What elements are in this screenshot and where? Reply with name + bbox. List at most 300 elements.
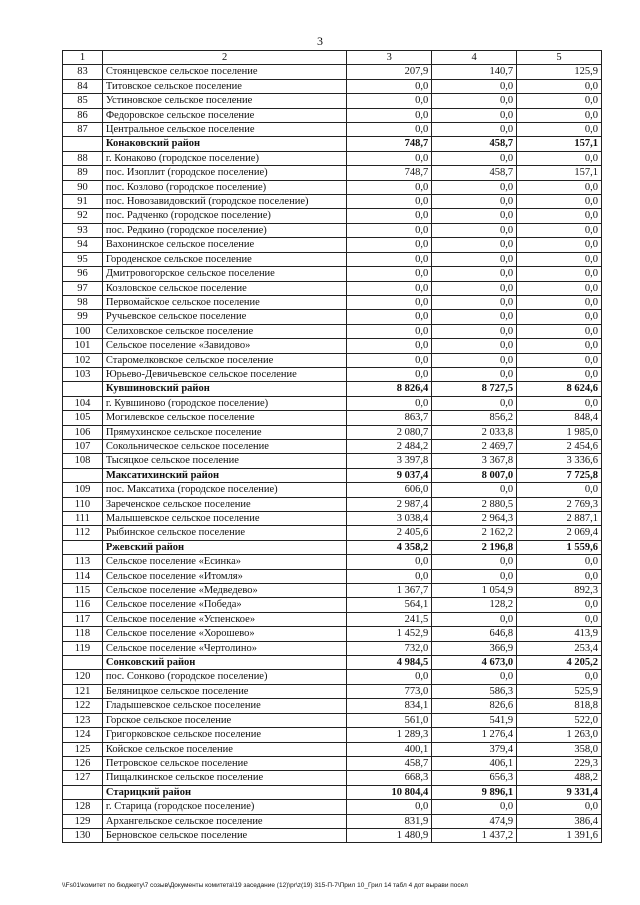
row-name: г. Конаково (городское поселение)	[102, 151, 346, 165]
row-value-col3: 1 452,9	[347, 627, 432, 641]
row-value-col3: 1 480,9	[347, 828, 432, 842]
row-number: 94	[63, 238, 103, 252]
row-number: 124	[63, 728, 103, 742]
row-value-col3: 831,9	[347, 814, 432, 828]
row-value-col4: 474,9	[432, 814, 517, 828]
row-number: 110	[63, 497, 103, 511]
row-number: 93	[63, 223, 103, 237]
row-name: Тысяцкое сельское поселение	[102, 454, 346, 468]
row-value-col3: 564,1	[347, 598, 432, 612]
table-row	[63, 771, 602, 785]
row-value-col5: 0,0	[517, 569, 602, 583]
row-value-col3: 773,0	[347, 684, 432, 698]
row-value-col3: 0,0	[347, 353, 432, 367]
row-value-col4: 0,0	[432, 108, 517, 122]
row-value-col4: 2 964,3	[432, 512, 517, 526]
row-name: Сельское поселение «Медведево»	[102, 584, 346, 598]
row-value-col5: 413,9	[517, 627, 602, 641]
row-number: 103	[63, 367, 103, 381]
row-value-col4: 0,0	[432, 123, 517, 137]
row-value-col4: 0,0	[432, 267, 517, 281]
table-row	[63, 439, 602, 453]
row-name: Горское сельское поселение	[102, 713, 346, 727]
row-number: 123	[63, 713, 103, 727]
row-name: Кувшиновский район	[102, 382, 346, 396]
row-value-col3: 0,0	[347, 367, 432, 381]
row-value-col4: 2 880,5	[432, 497, 517, 511]
row-value-col3: 2 080,7	[347, 425, 432, 439]
row-value-col3: 0,0	[347, 800, 432, 814]
row-value-col3: 1 289,3	[347, 728, 432, 742]
row-value-col3: 748,7	[347, 166, 432, 180]
row-value-col3: 0,0	[347, 310, 432, 324]
row-value-col5: 0,0	[517, 598, 602, 612]
row-value-col5: 125,9	[517, 65, 602, 79]
district-total-row	[63, 785, 602, 799]
row-value-col3: 4 984,5	[347, 656, 432, 670]
table-row	[63, 627, 602, 641]
row-number: 130	[63, 828, 103, 842]
table-row	[63, 238, 602, 252]
row-value-col5: 0,0	[517, 209, 602, 223]
row-value-col4: 0,0	[432, 252, 517, 266]
row-value-col3: 8 826,4	[347, 382, 432, 396]
row-name: Гладышевское сельское поселение	[102, 699, 346, 713]
row-number: 95	[63, 252, 103, 266]
district-total-row	[63, 540, 602, 554]
row-name: Сельское поселение «Завидово»	[102, 339, 346, 353]
row-number: 89	[63, 166, 103, 180]
row-name: Сокольническое сельское поселение	[102, 439, 346, 453]
row-value-col3: 0,0	[347, 324, 432, 338]
row-number: 109	[63, 483, 103, 497]
row-value-col5: 0,0	[517, 94, 602, 108]
header-col-3: 3	[347, 51, 432, 65]
table-row	[63, 339, 602, 353]
row-name: пос. Сонково (городское поселение)	[102, 670, 346, 684]
row-value-col3: 458,7	[347, 756, 432, 770]
row-number	[63, 785, 103, 799]
row-name: пос. Новозавидовский (городское поселение)	[102, 195, 346, 209]
table-row	[63, 425, 602, 439]
row-number: 96	[63, 267, 103, 281]
row-number	[63, 656, 103, 670]
row-name: Петровское сельское поселение	[102, 756, 346, 770]
row-value-col5: 0,0	[517, 800, 602, 814]
row-value-col4: 0,0	[432, 310, 517, 324]
row-name: Селиховское сельское поселение	[102, 324, 346, 338]
row-value-col4: 0,0	[432, 670, 517, 684]
table-row	[63, 209, 602, 223]
row-value-col4: 541,9	[432, 713, 517, 727]
row-number: 90	[63, 180, 103, 194]
file-path-footer: \\Fs01\комитет по бюджету\7 созыв\Документы комитета\19 заседание (12)\pr\z(19) 315-П-7\Прил 10_Грил 14 табл 4 дот вырави посел	[62, 882, 468, 889]
row-name: Титовское сельское поселение	[102, 79, 346, 93]
row-name: Сельское поселение «Итомля»	[102, 569, 346, 583]
row-value-col5: 0,0	[517, 310, 602, 324]
row-value-col4: 4 673,0	[432, 656, 517, 670]
row-value-col3: 561,0	[347, 713, 432, 727]
row-value-col4: 458,7	[432, 137, 517, 151]
table-row	[63, 483, 602, 497]
row-value-col5: 0,0	[517, 180, 602, 194]
table-row	[63, 512, 602, 526]
row-value-col5: 4 205,2	[517, 656, 602, 670]
row-value-col4: 1 054,9	[432, 584, 517, 598]
row-value-col4: 0,0	[432, 238, 517, 252]
row-name: пос. Радченко (городское поселение)	[102, 209, 346, 223]
row-name: Устиновское сельское поселение	[102, 94, 346, 108]
row-value-col5: 818,8	[517, 699, 602, 713]
row-value-col5: 0,0	[517, 295, 602, 309]
row-number: 127	[63, 771, 103, 785]
row-value-col5: 0,0	[517, 79, 602, 93]
row-number: 113	[63, 555, 103, 569]
header-col-1: 1	[63, 51, 103, 65]
row-name: пос. Редкино (городское поселение)	[102, 223, 346, 237]
row-name: Берновское сельское поселение	[102, 828, 346, 842]
row-value-col4: 8 727,5	[432, 382, 517, 396]
row-value-col5: 848,4	[517, 411, 602, 425]
row-value-col4: 0,0	[432, 151, 517, 165]
row-number: 98	[63, 295, 103, 309]
table-row	[63, 814, 602, 828]
subsidy-table	[62, 50, 602, 843]
row-number: 120	[63, 670, 103, 684]
table-row	[63, 526, 602, 540]
row-value-col4: 458,7	[432, 166, 517, 180]
row-value-col4: 9 896,1	[432, 785, 517, 799]
row-value-col4: 2 033,8	[432, 425, 517, 439]
row-name: г. Кувшиново (городское поселение)	[102, 396, 346, 410]
row-value-col3: 3 397,8	[347, 454, 432, 468]
row-name: Сельское поселение «Победа»	[102, 598, 346, 612]
row-value-col5: 0,0	[517, 267, 602, 281]
row-number: 107	[63, 439, 103, 453]
row-value-col4: 0,0	[432, 281, 517, 295]
row-value-col3: 2 987,4	[347, 497, 432, 511]
row-name: Городенское сельское поселение	[102, 252, 346, 266]
row-name: Зареченское сельское поселение	[102, 497, 346, 511]
row-value-col5: 0,0	[517, 223, 602, 237]
row-value-col5: 0,0	[517, 123, 602, 137]
row-value-col4: 0,0	[432, 79, 517, 93]
row-number	[63, 540, 103, 554]
table-header-row	[63, 51, 602, 65]
table-row	[63, 828, 602, 842]
row-name: Архангельское сельское поселение	[102, 814, 346, 828]
row-number: 97	[63, 281, 103, 295]
row-number: 108	[63, 454, 103, 468]
row-value-col5: 522,0	[517, 713, 602, 727]
table-row	[63, 800, 602, 814]
table-row	[63, 598, 602, 612]
row-value-col4: 8 007,0	[432, 468, 517, 482]
row-value-col3: 863,7	[347, 411, 432, 425]
row-value-col5: 3 336,6	[517, 454, 602, 468]
row-value-col4: 0,0	[432, 324, 517, 338]
row-value-col5: 892,3	[517, 584, 602, 598]
row-value-col4: 0,0	[432, 339, 517, 353]
page-number: 3	[317, 34, 323, 48]
row-number: 91	[63, 195, 103, 209]
row-value-col3: 0,0	[347, 555, 432, 569]
row-value-col3: 0,0	[347, 670, 432, 684]
row-number: 84	[63, 79, 103, 93]
row-value-col3: 0,0	[347, 94, 432, 108]
row-value-col4: 0,0	[432, 612, 517, 626]
row-value-col5: 1 559,6	[517, 540, 602, 554]
row-value-col4: 0,0	[432, 295, 517, 309]
row-value-col4: 2 162,2	[432, 526, 517, 540]
row-name: Сонковский район	[102, 656, 346, 670]
row-value-col5: 8 624,6	[517, 382, 602, 396]
row-number: 117	[63, 612, 103, 626]
row-value-col3: 606,0	[347, 483, 432, 497]
row-value-col3: 0,0	[347, 267, 432, 281]
table-row	[63, 612, 602, 626]
row-name: Стоянцевское сельское поселение	[102, 65, 346, 79]
row-value-col3: 400,1	[347, 742, 432, 756]
row-number: 114	[63, 569, 103, 583]
row-value-col5: 0,0	[517, 555, 602, 569]
header-col-5: 5	[517, 51, 602, 65]
row-value-col5: 1 391,6	[517, 828, 602, 842]
table-row	[63, 670, 602, 684]
row-value-col3: 0,0	[347, 238, 432, 252]
row-value-col5: 9 331,4	[517, 785, 602, 799]
table-row	[63, 151, 602, 165]
row-name: Пищалкинское сельское поселение	[102, 771, 346, 785]
row-number: 83	[63, 65, 103, 79]
table-row	[63, 728, 602, 742]
row-value-col3: 0,0	[347, 281, 432, 295]
row-value-col4: 366,9	[432, 641, 517, 655]
row-number: 125	[63, 742, 103, 756]
table-row	[63, 252, 602, 266]
header-col-4: 4	[432, 51, 517, 65]
table-row	[63, 281, 602, 295]
row-number: 92	[63, 209, 103, 223]
row-value-col5: 157,1	[517, 166, 602, 180]
row-value-col3: 668,3	[347, 771, 432, 785]
row-value-col3: 241,5	[347, 612, 432, 626]
header-col-2: 2	[102, 51, 346, 65]
row-value-col4: 128,2	[432, 598, 517, 612]
row-value-col5: 0,0	[517, 252, 602, 266]
row-value-col4: 826,6	[432, 699, 517, 713]
row-value-col5: 0,0	[517, 238, 602, 252]
table-row	[63, 756, 602, 770]
row-name: Ржевский район	[102, 540, 346, 554]
row-value-col5: 1 263,0	[517, 728, 602, 742]
table-row	[63, 79, 602, 93]
table-row	[63, 454, 602, 468]
row-value-col3: 0,0	[347, 195, 432, 209]
row-value-col3: 0,0	[347, 123, 432, 137]
table-row	[63, 396, 602, 410]
row-value-col3: 10 804,4	[347, 785, 432, 799]
row-value-col4: 1 276,4	[432, 728, 517, 742]
row-name: Старицкий район	[102, 785, 346, 799]
row-value-col4: 0,0	[432, 209, 517, 223]
row-name: Койское сельское поселение	[102, 742, 346, 756]
row-name: пос. Козлово (городское поселение)	[102, 180, 346, 194]
row-number	[63, 382, 103, 396]
table-row	[63, 367, 602, 381]
row-value-col3: 0,0	[347, 223, 432, 237]
row-value-col3: 0,0	[347, 295, 432, 309]
row-value-col4: 0,0	[432, 800, 517, 814]
row-value-col4: 406,1	[432, 756, 517, 770]
table-row	[63, 742, 602, 756]
row-value-col4: 3 367,8	[432, 454, 517, 468]
row-value-col5: 358,0	[517, 742, 602, 756]
district-total-row	[63, 468, 602, 482]
table-row	[63, 108, 602, 122]
table-row	[63, 65, 602, 79]
row-value-col5: 0,0	[517, 396, 602, 410]
row-value-col4: 0,0	[432, 94, 517, 108]
row-name: Первомайское сельское поселение	[102, 295, 346, 309]
table-row	[63, 295, 602, 309]
row-value-col5: 488,2	[517, 771, 602, 785]
row-name: пос. Максатиха (городское поселение)	[102, 483, 346, 497]
row-number: 101	[63, 339, 103, 353]
row-value-col4: 586,3	[432, 684, 517, 698]
table-row	[63, 310, 602, 324]
row-value-col4: 0,0	[432, 353, 517, 367]
row-value-col4: 656,3	[432, 771, 517, 785]
row-value-col3: 0,0	[347, 79, 432, 93]
table-row	[63, 641, 602, 655]
row-number: 99	[63, 310, 103, 324]
row-number: 126	[63, 756, 103, 770]
row-value-col4: 646,8	[432, 627, 517, 641]
row-value-col5: 0,0	[517, 353, 602, 367]
district-total-row	[63, 382, 602, 396]
row-name: Сельское поселение «Чертолино»	[102, 641, 346, 655]
row-name: Малышевское сельское поселение	[102, 512, 346, 526]
row-value-col5: 525,9	[517, 684, 602, 698]
row-value-col4: 2 469,7	[432, 439, 517, 453]
row-name: Федоровское сельское поселение	[102, 108, 346, 122]
row-number: 100	[63, 324, 103, 338]
row-value-col3: 0,0	[347, 151, 432, 165]
row-value-col4: 856,2	[432, 411, 517, 425]
row-number: 105	[63, 411, 103, 425]
table-row	[63, 713, 602, 727]
row-name: Беляницкое сельское поселение	[102, 684, 346, 698]
row-name: Старомелковское сельское поселение	[102, 353, 346, 367]
row-name: Ручьевское сельское поселение	[102, 310, 346, 324]
row-value-col4: 0,0	[432, 367, 517, 381]
row-value-col4: 0,0	[432, 180, 517, 194]
row-name: Конаковский район	[102, 137, 346, 151]
row-value-col3: 1 367,7	[347, 584, 432, 598]
row-name: Юрьево-Девичьевское сельское поселение	[102, 367, 346, 381]
row-number: 115	[63, 584, 103, 598]
table-row	[63, 267, 602, 281]
row-name: г. Старица (городское поселение)	[102, 800, 346, 814]
row-value-col3: 0,0	[347, 209, 432, 223]
row-name: Дмитровогорское сельское поселение	[102, 267, 346, 281]
row-value-col5: 0,0	[517, 324, 602, 338]
row-number: 111	[63, 512, 103, 526]
row-number: 85	[63, 94, 103, 108]
row-value-col3: 207,9	[347, 65, 432, 79]
row-number: 122	[63, 699, 103, 713]
table-row	[63, 699, 602, 713]
row-name: Сельское поселение «Хорошево»	[102, 627, 346, 641]
row-number: 88	[63, 151, 103, 165]
table-row	[63, 497, 602, 511]
table-row	[63, 94, 602, 108]
table-row	[63, 195, 602, 209]
row-value-col4: 0,0	[432, 555, 517, 569]
row-value-col4: 2 196,8	[432, 540, 517, 554]
row-number	[63, 137, 103, 151]
table-row	[63, 569, 602, 583]
row-value-col3: 2 405,6	[347, 526, 432, 540]
row-value-col5: 0,0	[517, 483, 602, 497]
row-value-col5: 0,0	[517, 151, 602, 165]
row-name: Могилевское сельское поселение	[102, 411, 346, 425]
row-value-col5: 7 725,8	[517, 468, 602, 482]
row-value-col5: 2 769,3	[517, 497, 602, 511]
row-number: 112	[63, 526, 103, 540]
row-value-col5: 0,0	[517, 195, 602, 209]
row-number: 104	[63, 396, 103, 410]
row-value-col4: 0,0	[432, 396, 517, 410]
row-value-col3: 0,0	[347, 569, 432, 583]
table-row	[63, 123, 602, 137]
table-row	[63, 555, 602, 569]
row-value-col3: 732,0	[347, 641, 432, 655]
row-value-col3: 748,7	[347, 137, 432, 151]
row-name: Козловское сельское поселение	[102, 281, 346, 295]
row-value-col5: 0,0	[517, 612, 602, 626]
row-value-col4: 379,4	[432, 742, 517, 756]
table-row	[63, 180, 602, 194]
row-value-col5: 2 454,6	[517, 439, 602, 453]
table-row	[63, 684, 602, 698]
row-value-col4: 1 437,2	[432, 828, 517, 842]
row-value-col3: 0,0	[347, 180, 432, 194]
row-value-col5: 0,0	[517, 670, 602, 684]
row-name: Центральное сельское поселение	[102, 123, 346, 137]
district-total-row	[63, 656, 602, 670]
row-value-col5: 2 069,4	[517, 526, 602, 540]
row-value-col3: 2 484,2	[347, 439, 432, 453]
row-value-col5: 0,0	[517, 339, 602, 353]
row-number: 116	[63, 598, 103, 612]
row-value-col3: 9 037,4	[347, 468, 432, 482]
row-value-col3: 0,0	[347, 339, 432, 353]
row-value-col5: 229,3	[517, 756, 602, 770]
row-name: Прямухинское сельское поселение	[102, 425, 346, 439]
row-value-col5: 157,1	[517, 137, 602, 151]
row-number: 86	[63, 108, 103, 122]
row-value-col5: 2 887,1	[517, 512, 602, 526]
row-number	[63, 468, 103, 482]
row-value-col4: 0,0	[432, 569, 517, 583]
table-row	[63, 223, 602, 237]
row-value-col4: 0,0	[432, 195, 517, 209]
row-value-col3: 0,0	[347, 108, 432, 122]
row-value-col4: 0,0	[432, 483, 517, 497]
row-name: Сельское поселение «Успенское»	[102, 612, 346, 626]
